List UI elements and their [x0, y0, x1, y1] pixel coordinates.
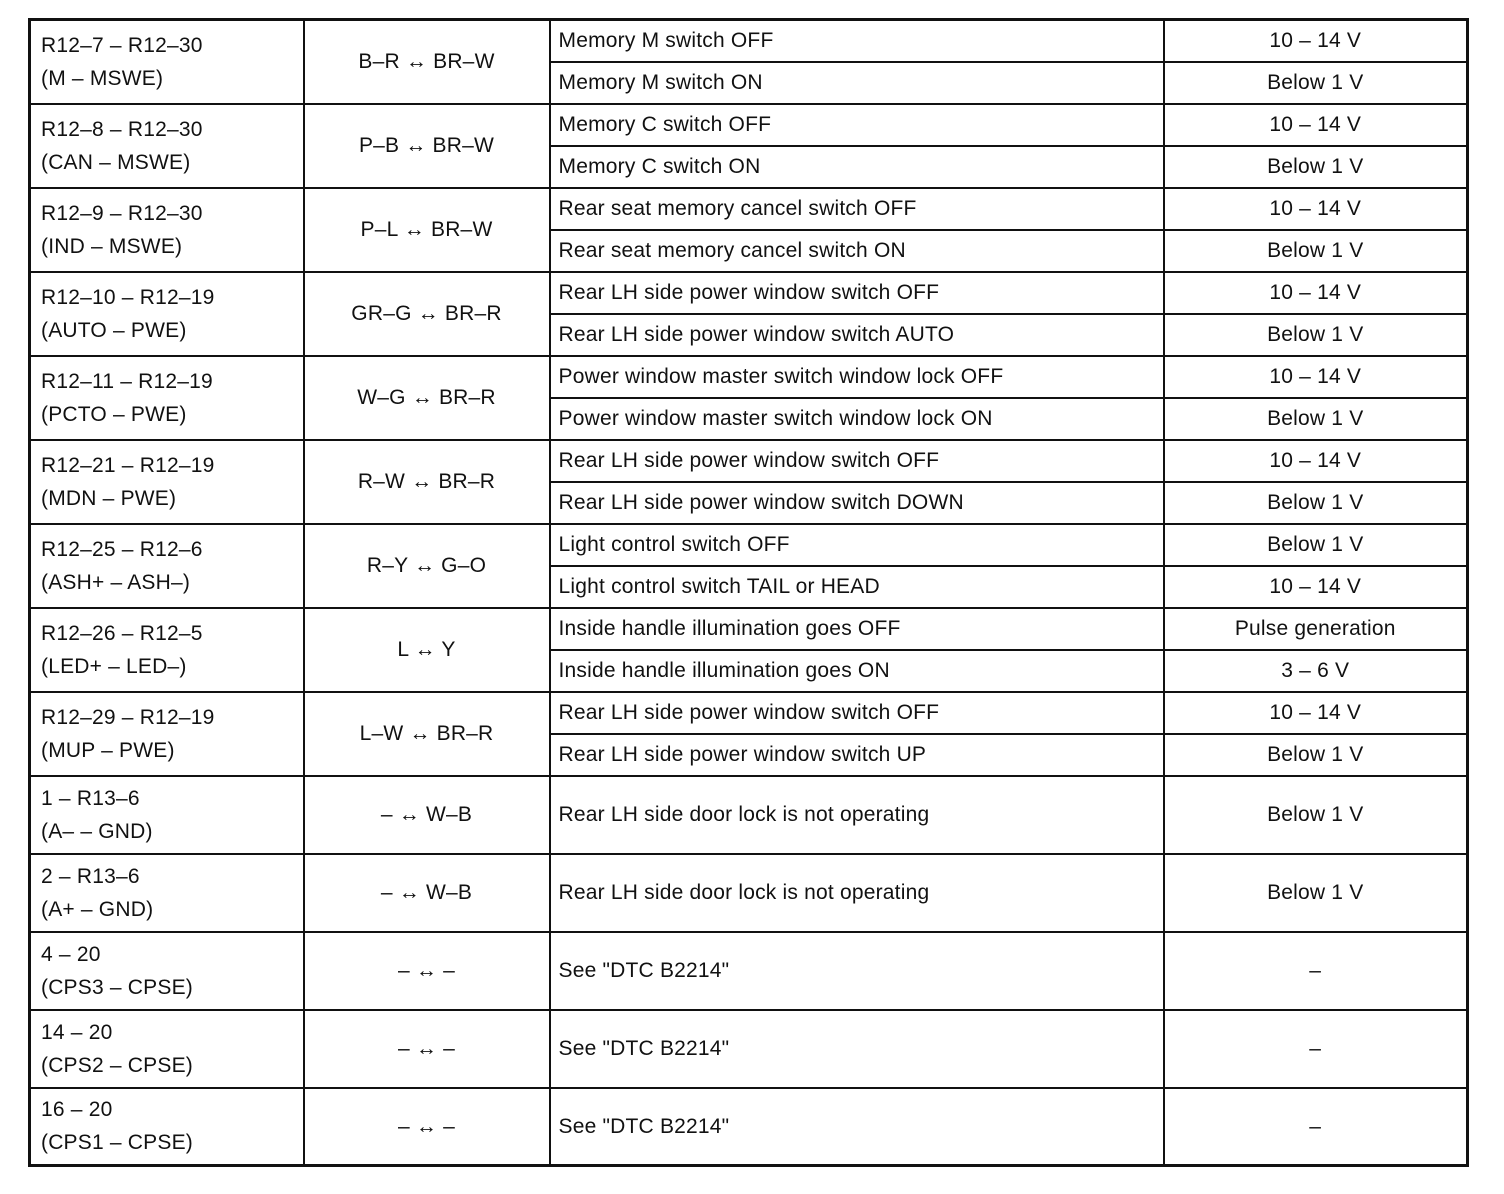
terminal-number: R12–29 – R12–19 [41, 705, 215, 729]
terminal-symbol: (PCTO – PWE) [41, 402, 187, 426]
terminal-cell [30, 440, 304, 524]
terminal-cell [30, 20, 304, 104]
condition-cell: Rear LH side power window switch AUTO [550, 314, 1164, 356]
specified-condition-cell: Below 1 V [1164, 482, 1468, 524]
table-row [30, 1010, 1468, 1088]
terminal-symbol: (AUTO – PWE) [41, 318, 187, 342]
wiring-color-cell: L ↔ Y [304, 608, 550, 692]
terminal-cell [30, 1010, 304, 1088]
terminal-symbol: (CPS2 – CPSE) [41, 1053, 193, 1077]
wiring-color-cell: P–B ↔ BR–W [304, 104, 550, 188]
wiring-color-cell: – ↔ – [304, 1010, 550, 1088]
terminal-symbol: (A+ – GND) [41, 897, 154, 921]
table-row [30, 524, 1468, 566]
terminal-symbol: (MDN – PWE) [41, 486, 177, 510]
wiring-color-cell: R–Y ↔ G–O [304, 524, 550, 608]
wiring-color-cell: L–W ↔ BR–R [304, 692, 550, 776]
terminal-number: R12–7 – R12–30 [41, 33, 203, 57]
wiring-color-cell: – ↔ – [304, 932, 550, 1010]
terminal-cell [30, 188, 304, 272]
terminal-cell [30, 692, 304, 776]
condition-cell: Inside handle illumination goes ON [550, 650, 1164, 692]
specified-condition-cell: Pulse generation [1164, 608, 1468, 650]
table-row [30, 608, 1468, 650]
specified-condition-cell: 10 – 14 V [1164, 188, 1468, 230]
specified-condition-cell: Below 1 V [1164, 62, 1468, 104]
specified-condition-cell: Below 1 V [1164, 146, 1468, 188]
specified-condition-cell: Below 1 V [1164, 734, 1468, 776]
specified-condition-cell: 10 – 14 V [1164, 566, 1468, 608]
terminal-number: R12–10 – R12–19 [41, 285, 215, 309]
wiring-color-cell: – ↔ – [304, 1088, 550, 1166]
specified-condition-cell: Below 1 V [1164, 398, 1468, 440]
terminal-number: 16 – 20 [41, 1098, 113, 1122]
specified-condition-cell: – [1164, 932, 1468, 1010]
specified-condition-cell: – [1164, 1010, 1468, 1088]
specified-condition-cell: 3 – 6 V [1164, 650, 1468, 692]
terminal-number: R12–25 – R12–6 [41, 537, 203, 561]
terminal-cell [30, 356, 304, 440]
table-row [30, 932, 1468, 1010]
wiring-color-cell: – ↔ W–B [304, 776, 550, 854]
specified-condition-cell: Below 1 V [1164, 854, 1468, 932]
specified-condition-cell: 10 – 14 V [1164, 20, 1468, 62]
condition-cell: Memory M switch ON [550, 62, 1164, 104]
terminal-number: R12–11 – R12–19 [41, 369, 213, 393]
terminal-number: R12–21 – R12–19 [41, 453, 215, 477]
condition-cell: Rear LH side door lock is not operating [550, 776, 1164, 854]
terminal-cell [30, 854, 304, 932]
terminal-number: R12–9 – R12–30 [41, 201, 203, 225]
specified-condition-cell: 10 – 14 V [1164, 356, 1468, 398]
terminal-symbol: (CPS1 – CPSE) [41, 1131, 193, 1155]
terminal-number: 2 – R13–6 [41, 864, 140, 888]
terminal-cell [30, 776, 304, 854]
condition-cell: Rear seat memory cancel switch OFF [550, 188, 1164, 230]
terminal-symbol: (CAN – MSWE) [41, 150, 191, 174]
condition-cell: Memory M switch OFF [550, 20, 1164, 62]
table-row [30, 1088, 1468, 1166]
condition-cell: Rear seat memory cancel switch ON [550, 230, 1164, 272]
specified-condition-cell: Below 1 V [1164, 776, 1468, 854]
terminal-cell [30, 272, 304, 356]
condition-cell: See "DTC B2214" [550, 1010, 1164, 1088]
terminal-cell [30, 932, 304, 1010]
table-row [30, 776, 1468, 854]
condition-cell: Rear LH side power window switch OFF [550, 272, 1164, 314]
terminal-cell [30, 524, 304, 608]
condition-cell: See "DTC B2214" [550, 932, 1164, 1010]
specified-condition-cell: – [1164, 1088, 1468, 1166]
table-row [30, 104, 1468, 146]
condition-cell: Rear LH side power window switch OFF [550, 692, 1164, 734]
table-row [30, 188, 1468, 230]
specified-condition-cell: 10 – 14 V [1164, 692, 1468, 734]
condition-cell: Power window master switch window lock ON [550, 398, 1164, 440]
condition-cell: Light control switch OFF [550, 524, 1164, 566]
terminal-number: 1 – R13–6 [41, 786, 140, 810]
condition-cell: Rear LH side power window switch OFF [550, 440, 1164, 482]
terminal-symbol: (CPS3 – CPSE) [41, 975, 193, 999]
condition-cell: Rear LH side power window switch DOWN [550, 482, 1164, 524]
specified-condition-cell: 10 – 14 V [1164, 272, 1468, 314]
terminal-voltage-table [28, 18, 1469, 1167]
condition-cell: Memory C switch ON [550, 146, 1164, 188]
terminal-cell [30, 608, 304, 692]
condition-cell: Inside handle illumination goes OFF [550, 608, 1164, 650]
terminal-cell [30, 104, 304, 188]
table-row [30, 272, 1468, 314]
terminal-symbol: (A– – GND) [41, 819, 153, 843]
wiring-color-cell: – ↔ W–B [304, 854, 550, 932]
table-row [30, 356, 1468, 398]
terminal-symbol: (M – MSWE) [41, 66, 164, 90]
condition-cell: Rear LH side power window switch UP [550, 734, 1164, 776]
table-row [30, 440, 1468, 482]
terminal-symbol: (LED+ – LED–) [41, 654, 187, 678]
specified-condition-cell: 10 – 14 V [1164, 440, 1468, 482]
terminal-number: 14 – 20 [41, 1020, 113, 1044]
terminal-number: 4 – 20 [41, 942, 101, 966]
terminal-symbol: (MUP – PWE) [41, 738, 175, 762]
terminal-number: R12–26 – R12–5 [41, 621, 203, 645]
table-row [30, 20, 1468, 62]
terminal-symbol: (IND – MSWE) [41, 234, 183, 258]
wiring-color-cell: W–G ↔ BR–R [304, 356, 550, 440]
terminal-symbol: (ASH+ – ASH–) [41, 570, 191, 594]
table-body [30, 20, 1468, 1166]
specified-condition-cell: Below 1 V [1164, 230, 1468, 272]
condition-cell: Power window master switch window lock OFF [550, 356, 1164, 398]
condition-cell: Memory C switch OFF [550, 104, 1164, 146]
wiring-color-cell: GR–G ↔ BR–R [304, 272, 550, 356]
condition-cell: See "DTC B2214" [550, 1088, 1164, 1166]
table-row [30, 692, 1468, 734]
table-row [30, 854, 1468, 932]
condition-cell: Rear LH side door lock is not operating [550, 854, 1164, 932]
terminal-number: R12–8 – R12–30 [41, 117, 203, 141]
wiring-color-cell: P–L ↔ BR–W [304, 188, 550, 272]
specified-condition-cell: Below 1 V [1164, 524, 1468, 566]
specified-condition-cell: Below 1 V [1164, 314, 1468, 356]
specified-condition-cell: 10 – 14 V [1164, 104, 1468, 146]
terminal-cell [30, 1088, 304, 1166]
wiring-color-cell: B–R ↔ BR–W [304, 20, 550, 104]
wiring-color-cell: R–W ↔ BR–R [304, 440, 550, 524]
condition-cell: Light control switch TAIL or HEAD [550, 566, 1164, 608]
